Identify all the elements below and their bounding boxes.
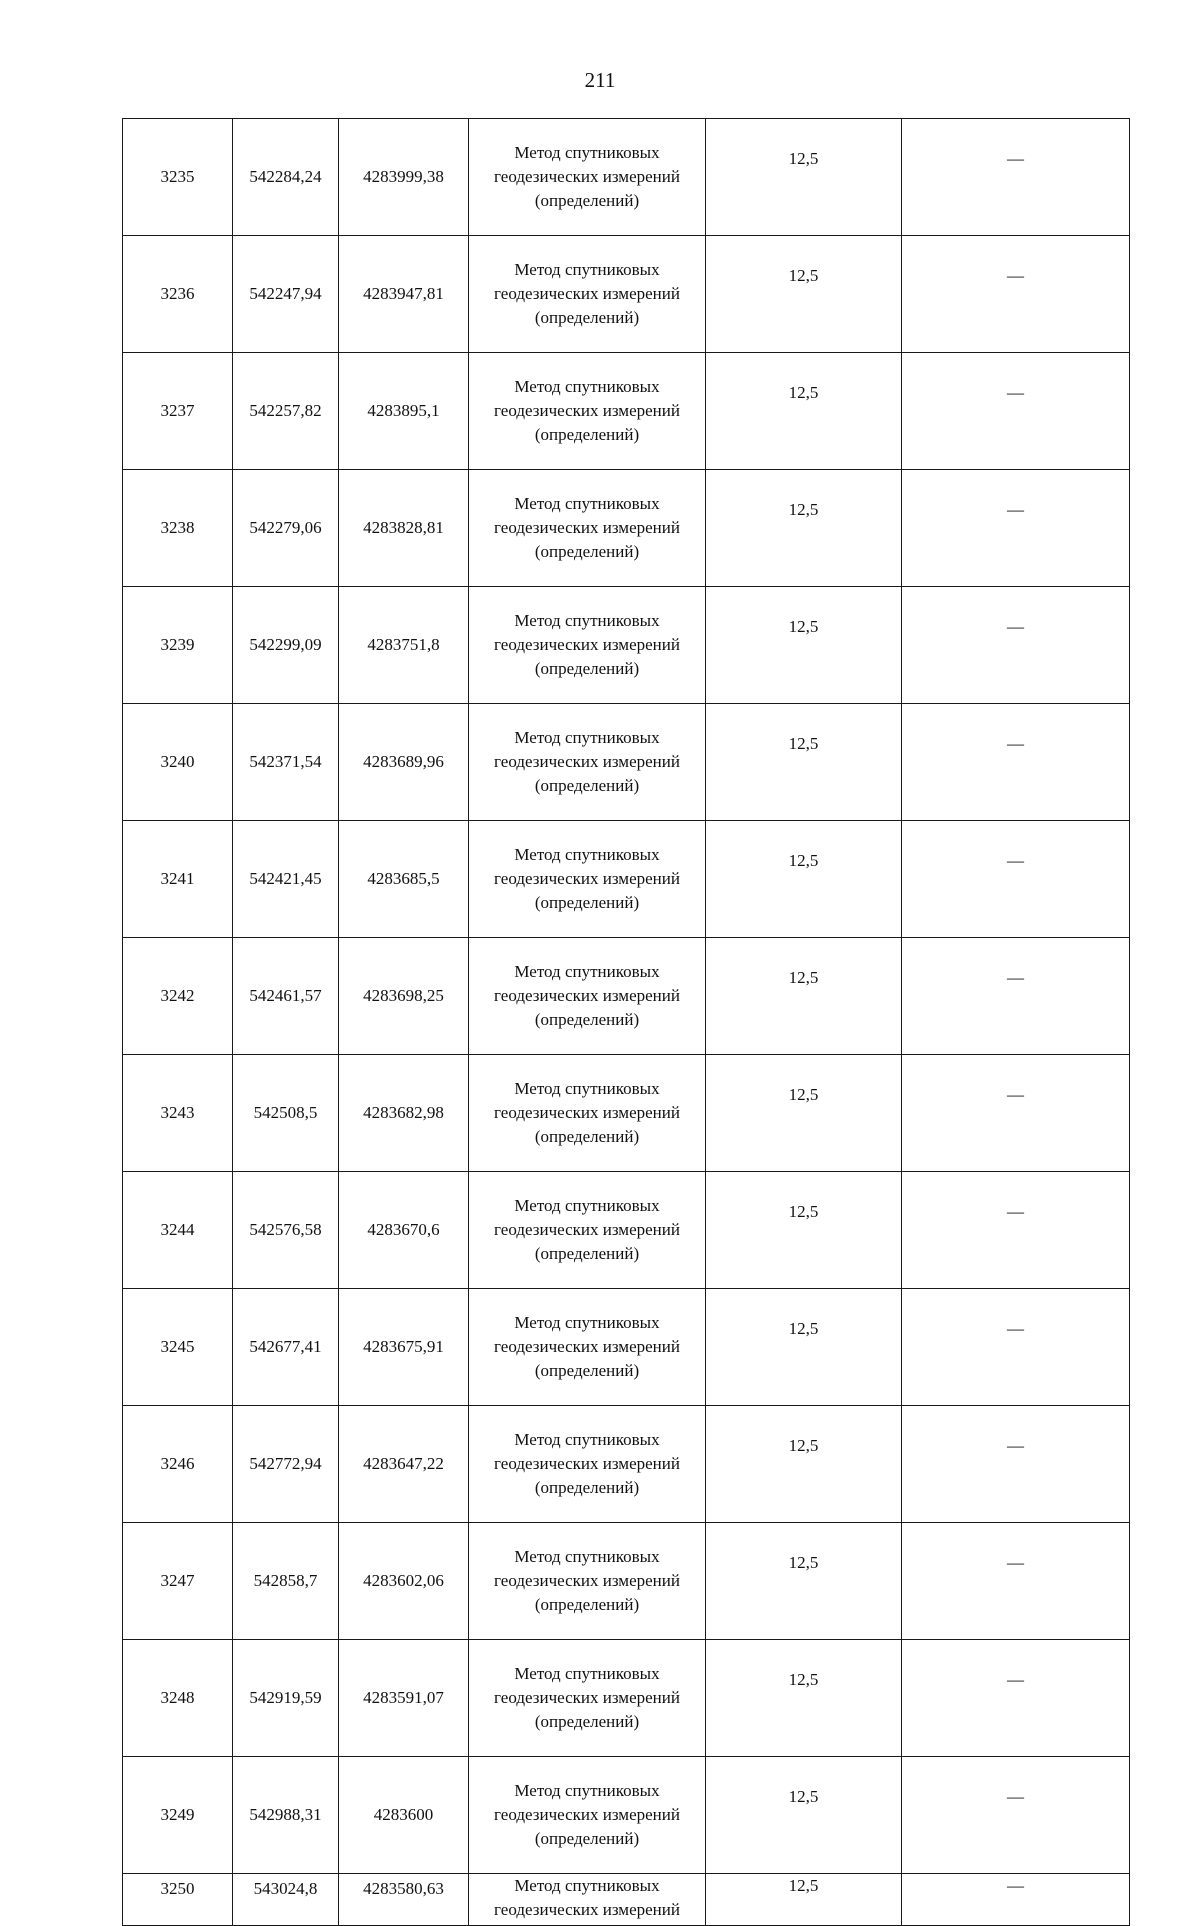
note-dash: — bbox=[902, 236, 1130, 353]
coordinate-x: 542299,09 bbox=[233, 587, 339, 704]
coordinate-x: 542421,45 bbox=[233, 821, 339, 938]
point-number: 3239 bbox=[123, 587, 233, 704]
method-description: Метод спутниковых геодезических измерений (определений) bbox=[469, 236, 706, 353]
point-number: 3237 bbox=[123, 353, 233, 470]
note-dash: — bbox=[902, 353, 1130, 470]
point-number: 3246 bbox=[123, 1406, 233, 1523]
note-dash: — bbox=[902, 1640, 1130, 1757]
note-dash: — bbox=[902, 1874, 1130, 1926]
coordinate-x: 542576,58 bbox=[233, 1172, 339, 1289]
coordinate-x: 542284,24 bbox=[233, 119, 339, 236]
accuracy-value: 12,5 bbox=[706, 119, 902, 236]
coordinate-y: 4283689,96 bbox=[339, 704, 469, 821]
accuracy-value: 12,5 bbox=[706, 704, 902, 821]
table-row bbox=[123, 1523, 1130, 1640]
table-row bbox=[123, 1757, 1130, 1874]
method-description: Метод спутниковых геодезических измерений (определений) bbox=[469, 470, 706, 587]
method-description: Метод спутниковых геодезических измерений (определений) bbox=[469, 1172, 706, 1289]
coordinate-x: 542461,57 bbox=[233, 938, 339, 1055]
method-description: Метод спутниковых геодезических измерений bbox=[469, 1874, 706, 1926]
coordinate-x: 542257,82 bbox=[233, 353, 339, 470]
note-dash: — bbox=[902, 470, 1130, 587]
method-description: Метод спутниковых геодезических измерений (определений) bbox=[469, 938, 706, 1055]
table-row bbox=[123, 704, 1130, 821]
point-number: 3247 bbox=[123, 1523, 233, 1640]
note-dash: — bbox=[902, 1406, 1130, 1523]
method-description: Метод спутниковых геодезических измерений (определений) bbox=[469, 587, 706, 704]
accuracy-value: 12,5 bbox=[706, 1055, 902, 1172]
accuracy-value: 12,5 bbox=[706, 587, 902, 704]
table-row bbox=[123, 1289, 1130, 1406]
accuracy-value: 12,5 bbox=[706, 470, 902, 587]
accuracy-value: 12,5 bbox=[706, 1523, 902, 1640]
table-row bbox=[123, 1055, 1130, 1172]
method-description: Метод спутниковых геодезических измерений (определений) bbox=[469, 1523, 706, 1640]
point-number: 3242 bbox=[123, 938, 233, 1055]
method-description: Метод спутниковых геодезических измерений (определений) bbox=[469, 1289, 706, 1406]
table-row bbox=[123, 1172, 1130, 1289]
accuracy-value: 12,5 bbox=[706, 236, 902, 353]
coordinate-y: 4283685,5 bbox=[339, 821, 469, 938]
point-number: 3243 bbox=[123, 1055, 233, 1172]
coordinate-x: 542677,41 bbox=[233, 1289, 339, 1406]
coordinate-y: 4283828,81 bbox=[339, 470, 469, 587]
coordinate-y: 4283675,91 bbox=[339, 1289, 469, 1406]
accuracy-value: 12,5 bbox=[706, 1406, 902, 1523]
note-dash: — bbox=[902, 704, 1130, 821]
table-row bbox=[123, 938, 1130, 1055]
table-row bbox=[123, 1640, 1130, 1757]
note-dash: — bbox=[902, 587, 1130, 704]
page-number: 211 bbox=[584, 68, 616, 92]
coordinate-y: 4283602,06 bbox=[339, 1523, 469, 1640]
accuracy-value: 12,5 bbox=[706, 1172, 902, 1289]
point-number: 3248 bbox=[123, 1640, 233, 1757]
table-row bbox=[123, 119, 1130, 236]
accuracy-value: 12,5 bbox=[706, 353, 902, 470]
coordinate-x: 542772,94 bbox=[233, 1406, 339, 1523]
note-dash: — bbox=[902, 938, 1130, 1055]
point-number: 3241 bbox=[123, 821, 233, 938]
note-dash: — bbox=[902, 1289, 1130, 1406]
point-number: 3240 bbox=[123, 704, 233, 821]
coordinate-y: 4283682,98 bbox=[339, 1055, 469, 1172]
method-description: Метод спутниковых геодезических измерений (определений) bbox=[469, 1757, 706, 1874]
coordinate-x: 542988,31 bbox=[233, 1757, 339, 1874]
point-number: 3249 bbox=[123, 1757, 233, 1874]
coordinate-y: 4283647,22 bbox=[339, 1406, 469, 1523]
coordinate-y: 4283591,07 bbox=[339, 1640, 469, 1757]
method-description: Метод спутниковых геодезических измерений (определений) bbox=[469, 1406, 706, 1523]
note-dash: — bbox=[902, 119, 1130, 236]
coordinate-x: 542279,06 bbox=[233, 470, 339, 587]
accuracy-value: 12,5 bbox=[706, 1874, 902, 1926]
accuracy-value: 12,5 bbox=[706, 938, 902, 1055]
table-row bbox=[123, 587, 1130, 704]
coordinate-x: 542858,7 bbox=[233, 1523, 339, 1640]
method-description: Метод спутниковых геодезических измерений (определений) bbox=[469, 1640, 706, 1757]
table-row bbox=[123, 236, 1130, 353]
method-description: Метод спутниковых геодезических измерений (определений) bbox=[469, 1055, 706, 1172]
point-number: 3236 bbox=[123, 236, 233, 353]
point-number: 3238 bbox=[123, 470, 233, 587]
table-row bbox=[123, 1874, 1130, 1926]
note-dash: — bbox=[902, 1523, 1130, 1640]
coordinate-y: 4283698,25 bbox=[339, 938, 469, 1055]
accuracy-value: 12,5 bbox=[706, 1640, 902, 1757]
accuracy-value: 12,5 bbox=[706, 1757, 902, 1874]
table-row bbox=[123, 1406, 1130, 1523]
table-row bbox=[123, 353, 1130, 470]
point-number: 3250 bbox=[123, 1874, 233, 1926]
point-number: 3235 bbox=[123, 119, 233, 236]
coordinate-y: 4283600 bbox=[339, 1757, 469, 1874]
point-number: 3245 bbox=[123, 1289, 233, 1406]
accuracy-value: 12,5 bbox=[706, 821, 902, 938]
coordinate-x: 542508,5 bbox=[233, 1055, 339, 1172]
coordinate-y: 4283947,81 bbox=[339, 236, 469, 353]
coordinate-x: 542247,94 bbox=[233, 236, 339, 353]
coordinate-y: 4283580,63 bbox=[339, 1874, 469, 1926]
coordinate-y: 4283895,1 bbox=[339, 353, 469, 470]
coordinate-x: 542919,59 bbox=[233, 1640, 339, 1757]
note-dash: — bbox=[902, 1055, 1130, 1172]
method-description: Метод спутниковых геодезических измерений (определений) bbox=[469, 821, 706, 938]
coordinate-y: 4283999,38 bbox=[339, 119, 469, 236]
method-description: Метод спутниковых геодезических измерений (определений) bbox=[469, 119, 706, 236]
point-number: 3244 bbox=[123, 1172, 233, 1289]
note-dash: — bbox=[902, 1172, 1130, 1289]
method-description: Метод спутниковых геодезических измерений (определений) bbox=[469, 704, 706, 821]
note-dash: — bbox=[902, 1757, 1130, 1874]
table-row bbox=[123, 470, 1130, 587]
coordinate-y: 4283670,6 bbox=[339, 1172, 469, 1289]
method-description: Метод спутниковых геодезических измерений (определений) bbox=[469, 353, 706, 470]
note-dash: — bbox=[902, 821, 1130, 938]
coordinates-table bbox=[122, 118, 1130, 1926]
table-row bbox=[123, 821, 1130, 938]
accuracy-value: 12,5 bbox=[706, 1289, 902, 1406]
coordinate-x: 542371,54 bbox=[233, 704, 339, 821]
coordinate-x: 543024,8 bbox=[233, 1874, 339, 1926]
coordinate-y: 4283751,8 bbox=[339, 587, 469, 704]
